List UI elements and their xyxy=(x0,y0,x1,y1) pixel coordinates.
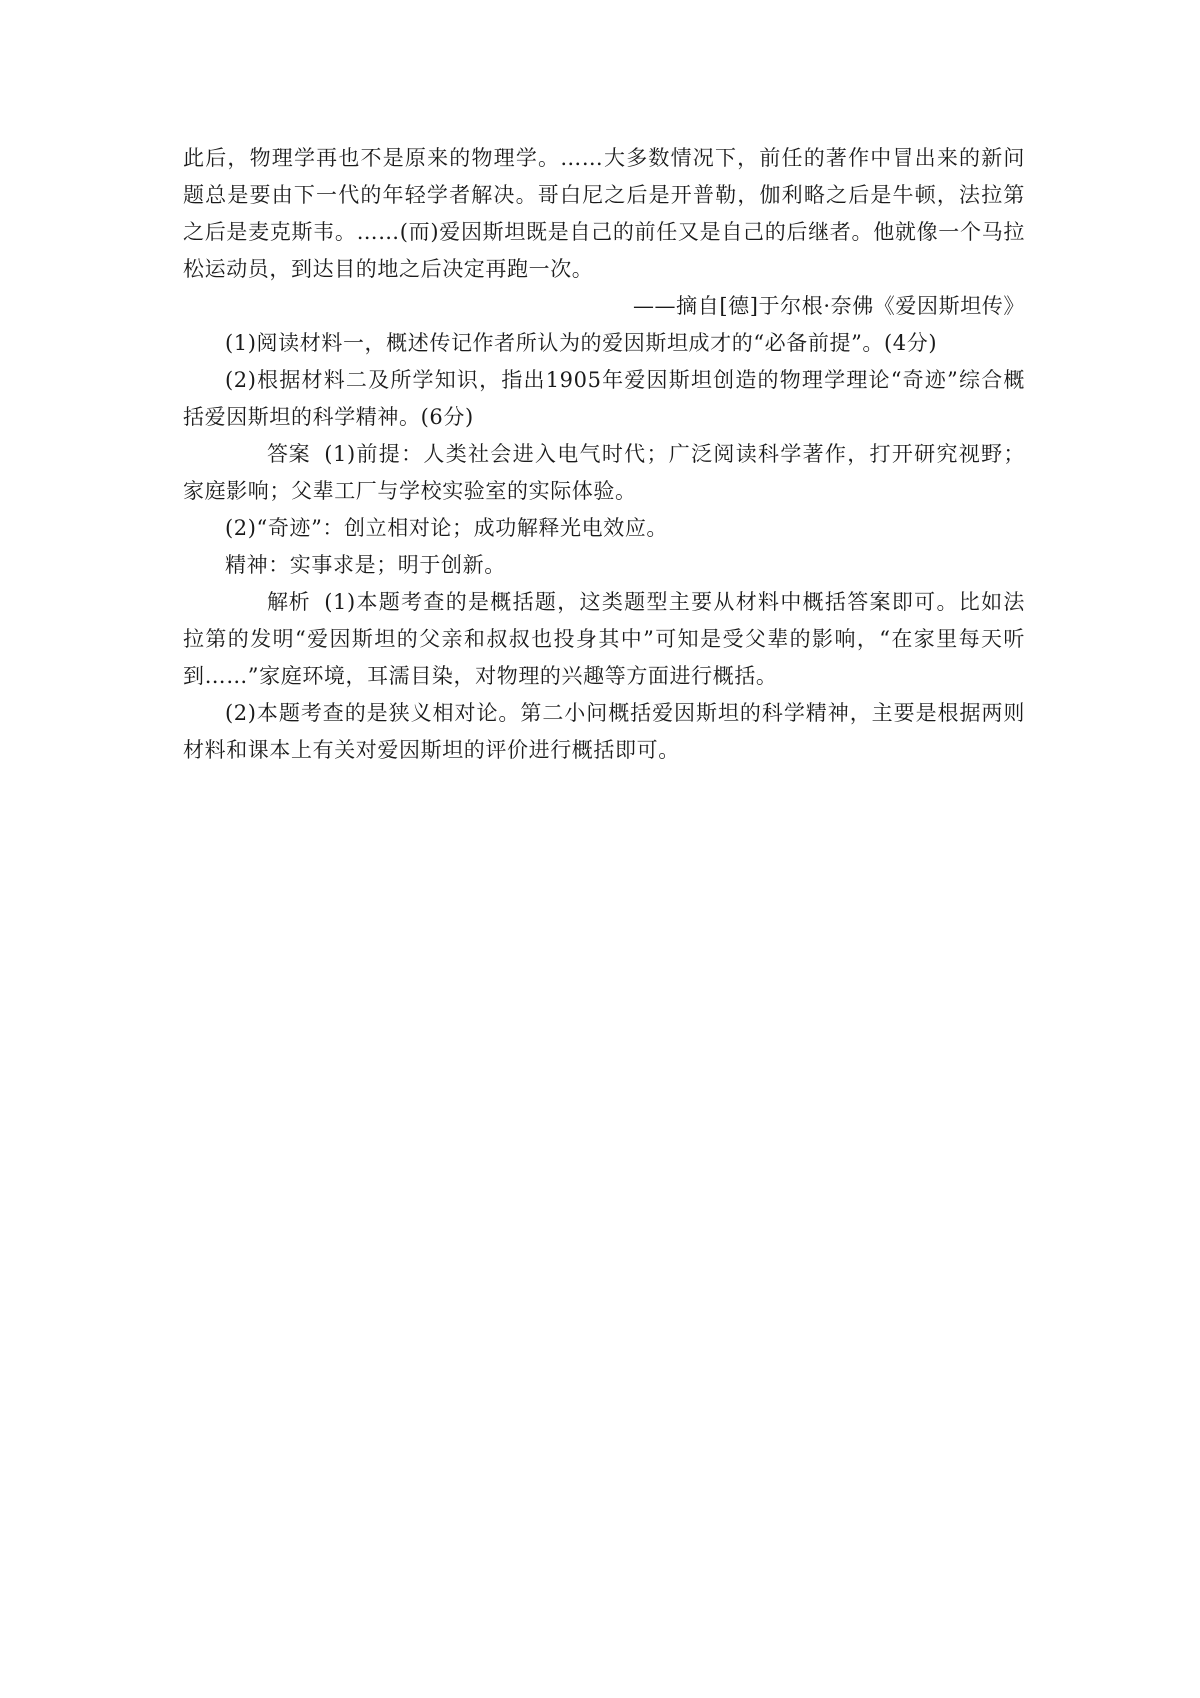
question-2: (2)根据材料二及所学知识，指出1905年爱因斯坦创造的物理学理论“奇迹”综合概括爱因斯坦的科学精神。(6分) xyxy=(183,368,1025,429)
answer-part-3: 精神：实事求是；明于创新。 xyxy=(225,553,506,577)
answer-part-2: (2)“奇迹”：创立相对论；成功解释光电效应。 xyxy=(225,516,669,540)
question-1: (1)阅读材料一，概述传记作者所认为的爱因斯坦成才的“必备前提”。(4分) xyxy=(225,331,938,355)
answer-label: 答案 xyxy=(267,442,311,466)
analysis-label: 解析 xyxy=(267,590,311,614)
answer-part-1-text: (1)前提：人类社会进入电气时代；广泛阅读科学著作，打开研究视野；家庭影响；父辈工厂与学校实验室的实际体验。 xyxy=(183,442,1025,503)
material-source: ——摘自[德]于尔根·奈佛《爱因斯坦传》 xyxy=(632,294,1025,318)
analysis-part-2: (2)本题考查的是狭义相对论。第二小问概括爱因斯坦的科学精神，主要是根据两则材料和课本上有关对爱因斯坦的评价进行概括即可。 xyxy=(183,701,1025,762)
material-paragraph: 此后，物理学再也不是原来的物理学。……大多数情况下，前任的著作中冒出来的新问题总是要由下一代的年轻学者解决。哥白尼之后是开普勒，伽利略之后是牛顿，法拉第之后是麦克斯韦。……(而)爱因斯坦既是自己的前任又是自己的后继者。他就像一个马拉松运动员，到达目的地之后决定再跑一次。 xyxy=(183,146,1025,281)
analysis-part-1-text: (1)本题考查的是概括题，这类题型主要从材料中概括答案即可。比如法拉第的发明“爱因斯坦的父亲和叔叔也投身其中”可知是受父辈的影响，“在家里每天听到……”家庭环境，耳濡目染，对物理的兴趣等方面进行概括。 xyxy=(183,590,1025,688)
analysis-part-1 xyxy=(183,584,1025,695)
document-page xyxy=(183,140,1025,769)
answer-part-1 xyxy=(183,436,1025,510)
